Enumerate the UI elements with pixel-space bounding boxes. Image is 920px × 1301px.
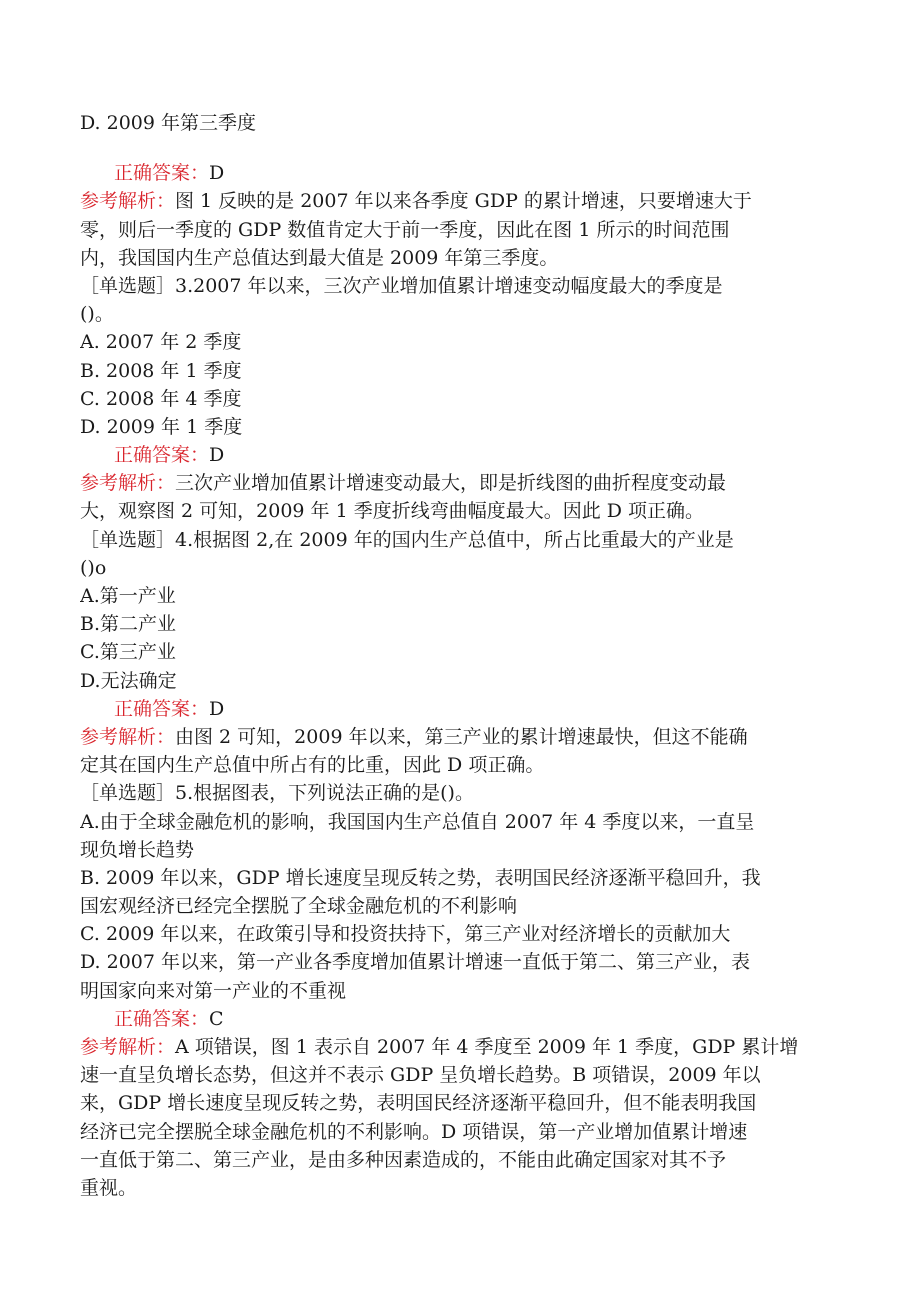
q4-option-c: C.第三产业 — [80, 641, 176, 664]
analysis-text: A 项错误，图 1 表示自 2007 年 4 季度至 2009 年 1 季度，GDP 累计增 — [175, 1036, 799, 1058]
answer-value: C — [209, 1007, 224, 1030]
q5-analysis-line: 经济已完全摆脱全球金融危机的不利影响。D 项错误，第一产业增加值累计增速 — [80, 1120, 748, 1143]
analysis-label: 参考解析： — [80, 725, 176, 748]
q4-option-a: A.第一产业 — [80, 585, 176, 607]
analysis-text: 三次产业增加值累计增速变动最大，即是折线图的曲折程度变动最 — [175, 472, 727, 495]
q2-analysis-line: 内，我国国内生产总值达到最大值是 2009 年第三季度。 — [80, 246, 559, 269]
q3-analysis-line — [80, 469, 840, 497]
answer-value: D — [209, 162, 225, 185]
q2-analysis-line — [80, 187, 840, 215]
q5-analysis-line: 来，GDP 增长速度呈现反转之势，表明国民经济逐渐平稳回升，但不能表明我国 — [80, 1092, 757, 1115]
q3-option-a: A. 2007 年 2 季度 — [80, 331, 242, 354]
q2-answer — [80, 159, 840, 187]
q3-option-d: D. 2009 年 1 季度 — [80, 415, 243, 438]
analysis-label: 参考解析： — [80, 190, 176, 213]
answer-label: 正确答案： — [114, 697, 210, 720]
q2-analysis-line: 零，则后一季度的 GDP 数值肯定大于前一季度，因此在图 1 所示的时间范围 — [80, 218, 730, 241]
question-content — [80, 109, 840, 1202]
q5-option-a: 现负增长趋势 — [80, 838, 195, 861]
q5-analysis-line — [80, 1033, 840, 1061]
q5-option-d: 明国家向来对第一产业的不重视 — [80, 979, 347, 1002]
q5-option-b: 国宏观经济已经完全摆脱了全球金融危机的不利影响 — [80, 895, 518, 918]
q5-analysis-line: 速一直呈负增长态势，但这并不表示 GDP 呈负增长趋势。B 项错误，2009 年以 — [80, 1064, 761, 1087]
q4-stem: ［单选题］4.根据图 2,在 2009 年的国内生产总值中，所占比重最大的产业是 — [80, 528, 734, 551]
q4-stem: ()o — [80, 556, 107, 579]
answer-label: 正确答案： — [114, 444, 210, 467]
analysis-text: 由图 2 可知，2009 年以来，第三产业的累计增速最快，但这不能确 — [175, 725, 748, 748]
q2-option-d: D. 2009 年第三季度 — [80, 112, 257, 134]
q5-answer — [80, 1005, 840, 1033]
q5-analysis-line: 重视。 — [80, 1176, 138, 1199]
answer-label: 正确答案： — [114, 1007, 210, 1030]
analysis-text: 图 1 反映的是 2007 年以来各季度 GDP 的累计增速，只要增速大于 — [175, 190, 752, 213]
q4-analysis-line — [80, 723, 840, 751]
answer-label: 正确答案： — [114, 162, 210, 185]
q4-analysis-line: 定其在国内生产总值中所占有的比重，因此 D 项正确。 — [80, 754, 545, 777]
q4-answer — [80, 695, 840, 723]
q3-analysis-line: 大，观察图 2 可知，2009 年 1 季度折线弯曲幅度最大。因此 D 项正确。 — [80, 500, 705, 523]
q3-option-c: C. 2008 年 4 季度 — [80, 387, 242, 410]
q5-stem: ［单选题］5.根据图表，下列说法正确的是()。 — [80, 782, 474, 805]
q3-option-b: B. 2008 年 1 季度 — [80, 359, 242, 382]
q5-option-b: B. 2009 年以来，GDP 增长速度呈现反转之势，表明国民经济逐渐平稳回升，我 — [80, 866, 761, 889]
q5-option-a: A.由于全球金融危机的影响，我国国内生产总值自 2007 年 4 季度以来，一直呈 — [80, 810, 755, 833]
q3-stem: ()。 — [80, 303, 114, 326]
q5-option-d: D. 2007 年以来，第一产业各季度增加值累计增速一直低于第二、第三产业，表 — [80, 951, 751, 974]
q5-analysis-line: 一直低于第二、第三产业，是由多种因素造成的，不能由此确定国家对其不予 — [80, 1148, 727, 1171]
answer-value: D — [209, 697, 225, 720]
spacer — [80, 137, 840, 159]
analysis-label: 参考解析： — [80, 472, 176, 495]
analysis-label: 参考解析： — [80, 1036, 176, 1058]
q4-option-d: D.无法确定 — [80, 669, 177, 692]
q4-option-b: B.第二产业 — [80, 613, 177, 636]
q3-answer — [80, 441, 840, 469]
q5-option-c: C. 2009 年以来，在政策引导和投资扶持下，第三产业对经济增长的贡献加大 — [80, 923, 731, 946]
answer-value: D — [209, 444, 225, 467]
q3-stem: ［单选题］3.2007 年以来，三次产业增加值累计增速变动幅度最大的季度是 — [80, 274, 723, 297]
